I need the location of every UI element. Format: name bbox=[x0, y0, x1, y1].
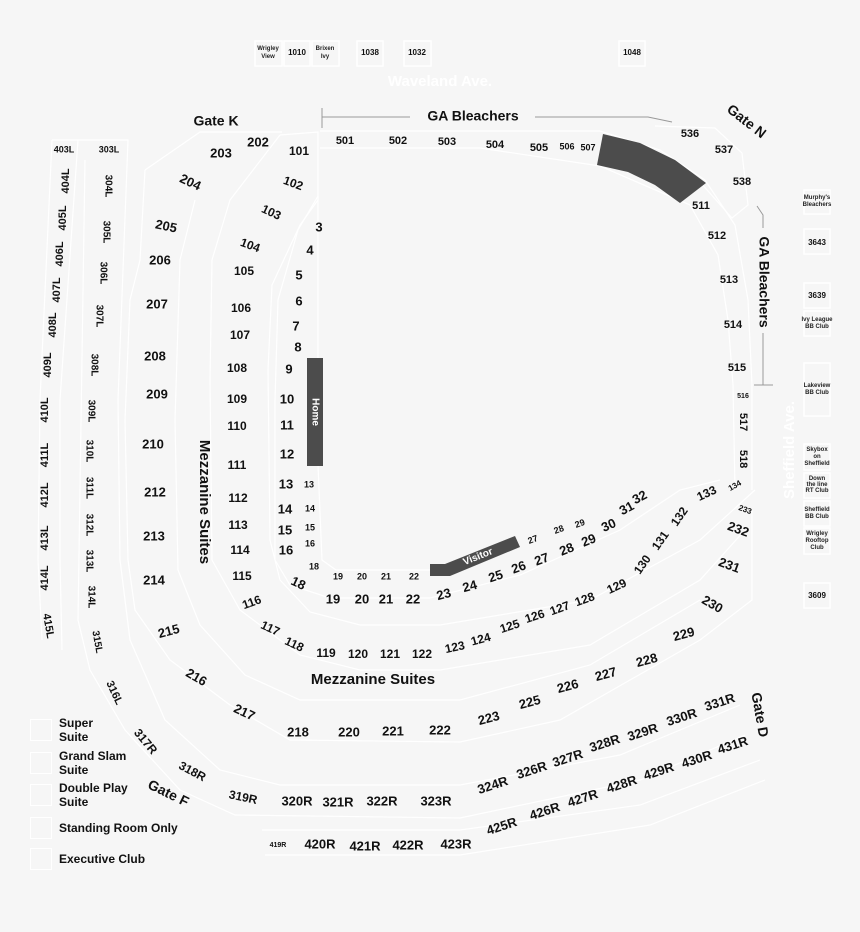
section-14-front[interactable]: 14 bbox=[304, 503, 316, 514]
section-511[interactable]: 511 bbox=[692, 199, 710, 212]
rooftop-label: 1038 bbox=[361, 48, 379, 58]
section-122[interactable]: 122 bbox=[411, 647, 433, 662]
section-12[interactable]: 12 bbox=[279, 446, 295, 462]
section-507[interactable]: 507 bbox=[580, 142, 596, 153]
section-21-front[interactable]: 21 bbox=[380, 571, 392, 582]
section-423R[interactable]: 423R bbox=[440, 836, 472, 852]
section-428R[interactable]: 428R bbox=[604, 772, 639, 796]
section-303L[interactable]: 303L bbox=[98, 144, 120, 155]
section-322R[interactable]: 322R bbox=[366, 793, 398, 809]
section-422R[interactable]: 422R bbox=[392, 837, 424, 853]
rooftop-label: Wrigley bbox=[806, 531, 828, 537]
rooftop-label: 3639 bbox=[808, 291, 826, 301]
home-dugout-label: Home bbox=[309, 398, 321, 426]
section-421R[interactable]: 421R bbox=[349, 838, 381, 854]
section-425R[interactable]: 425R bbox=[484, 814, 519, 838]
section-20[interactable]: 20 bbox=[354, 591, 370, 607]
section-317R[interactable]: 317R bbox=[131, 725, 161, 757]
section-29-front[interactable]: 29 bbox=[573, 517, 587, 530]
ga-bleachers-label-top: GA Bleachers bbox=[427, 107, 519, 124]
section-410L[interactable]: 410L bbox=[38, 397, 51, 423]
section-226[interactable]: 226 bbox=[555, 675, 581, 697]
rooftop-label: Brixen bbox=[315, 46, 335, 52]
section-501[interactable]: 501 bbox=[335, 134, 355, 147]
rooftop-label: on bbox=[813, 454, 821, 460]
section-318R[interactable]: 318R bbox=[176, 758, 209, 785]
section-505[interactable]: 505 bbox=[529, 141, 549, 154]
rooftop-label: the line bbox=[806, 482, 828, 488]
mezzanine-suites-label-left: Mezzanine Suites bbox=[196, 439, 214, 565]
section-109[interactable]: 109 bbox=[226, 392, 248, 407]
section-126[interactable]: 126 bbox=[523, 606, 547, 626]
section-112[interactable]: 112 bbox=[228, 491, 248, 506]
section-413L[interactable]: 413L bbox=[38, 525, 51, 551]
section-207[interactable]: 207 bbox=[146, 296, 168, 312]
section-309L[interactable]: 309L bbox=[85, 399, 97, 423]
legend-grand-slam-suite[interactable] bbox=[30, 749, 134, 777]
section-330R[interactable]: 330R bbox=[664, 705, 699, 729]
section-117[interactable]: 117 bbox=[258, 617, 283, 639]
section-115[interactable]: 115 bbox=[232, 569, 252, 584]
legend-label: Grand Slam Suite bbox=[59, 749, 127, 777]
section-23[interactable]: 23 bbox=[434, 584, 453, 604]
section-24[interactable]: 24 bbox=[460, 576, 479, 596]
rooftop-label: Bleachers bbox=[802, 202, 832, 208]
section-213[interactable]: 213 bbox=[143, 528, 165, 544]
street-waveland: Waveland Ave. bbox=[387, 72, 493, 90]
section-104[interactable]: 104 bbox=[238, 235, 263, 256]
section-536[interactable]: 536 bbox=[680, 127, 700, 140]
section-127[interactable]: 127 bbox=[547, 598, 572, 619]
rooftop-label: RT Club bbox=[805, 488, 829, 494]
legend-swatch bbox=[30, 784, 52, 806]
section-506[interactable]: 506 bbox=[559, 141, 575, 152]
rooftop-label: View bbox=[261, 54, 275, 60]
section-105[interactable]: 105 bbox=[233, 264, 255, 279]
section-419R[interactable]: 419R bbox=[269, 841, 287, 849]
section-329R[interactable]: 329R bbox=[625, 720, 660, 744]
section-412L[interactable]: 412L bbox=[38, 482, 51, 508]
section-222[interactable]: 222 bbox=[429, 722, 451, 738]
rooftop-label: Lakeview bbox=[803, 383, 831, 389]
mezzanine-suites-label-bottom: Mezzanine Suites bbox=[310, 670, 436, 688]
rooftop-label: 3609 bbox=[808, 591, 826, 601]
legend-swatch bbox=[30, 752, 52, 774]
section-27-front[interactable]: 27 bbox=[526, 533, 540, 546]
rooftop-label: Down bbox=[808, 476, 826, 482]
section-108[interactable]: 108 bbox=[226, 361, 248, 376]
section-132[interactable]: 132 bbox=[667, 504, 691, 529]
section-319R[interactable]: 319R bbox=[227, 787, 259, 808]
section-110[interactable]: 110 bbox=[227, 419, 247, 434]
section-206[interactable]: 206 bbox=[149, 252, 171, 268]
section-537[interactable]: 537 bbox=[714, 143, 734, 156]
section-119[interactable]: 119 bbox=[316, 646, 336, 661]
section-308L[interactable]: 308L bbox=[88, 353, 100, 377]
section-208[interactable]: 208 bbox=[144, 348, 166, 364]
upper-300-right bbox=[131, 690, 737, 810]
upper-400-left bbox=[39, 144, 75, 639]
section-3[interactable]: 3 bbox=[315, 219, 323, 235]
legend-super-suite[interactable] bbox=[30, 716, 99, 744]
section-220[interactable]: 220 bbox=[338, 724, 360, 740]
section-420R[interactable]: 420R bbox=[304, 836, 336, 852]
section-403L[interactable]: 403L bbox=[53, 144, 75, 155]
section-321R[interactable]: 321R bbox=[322, 794, 354, 810]
section-305L[interactable]: 305L bbox=[100, 220, 112, 244]
rooftop-label: 1048 bbox=[623, 48, 641, 58]
section-120[interactable]: 120 bbox=[347, 647, 369, 662]
legend-double-play-suite[interactable] bbox=[30, 781, 137, 809]
rooftop-label: Ivy League bbox=[801, 317, 833, 323]
legend-swatch bbox=[30, 848, 52, 870]
rooftop-label: Sheffield bbox=[804, 461, 830, 467]
section-9[interactable]: 9 bbox=[285, 361, 293, 377]
section-217[interactable]: 217 bbox=[231, 700, 258, 724]
gate-f: Gate F bbox=[145, 776, 192, 810]
section-28[interactable]: 28 bbox=[557, 539, 577, 559]
legend-label: Executive Club bbox=[59, 852, 146, 866]
section-129[interactable]: 129 bbox=[604, 575, 629, 597]
section-13-front[interactable]: 13 bbox=[303, 479, 315, 490]
legend-swatch bbox=[30, 817, 52, 839]
ga-bleachers-label-right: GA Bleachers bbox=[756, 236, 773, 328]
section-22-front[interactable]: 22 bbox=[408, 571, 420, 582]
section-121[interactable]: 121 bbox=[379, 647, 401, 662]
rooftop-label: Club bbox=[810, 545, 824, 551]
section-320R[interactable]: 320R bbox=[281, 793, 313, 809]
section-16[interactable]: 16 bbox=[278, 542, 294, 558]
rooftop-label: 1010 bbox=[288, 48, 306, 58]
section-323R[interactable]: 323R bbox=[420, 793, 452, 809]
rooftops-north bbox=[255, 41, 645, 66]
section-218[interactable]: 218 bbox=[287, 724, 309, 740]
gate-d: Gate D bbox=[748, 691, 773, 739]
visitor-dugout-label: Visitor bbox=[461, 546, 495, 569]
section-538[interactable]: 538 bbox=[732, 175, 752, 188]
section-4[interactable]: 4 bbox=[306, 242, 314, 258]
section-214[interactable]: 214 bbox=[143, 572, 165, 588]
section-14[interactable]: 14 bbox=[277, 501, 293, 517]
section-204[interactable]: 204 bbox=[177, 170, 204, 194]
section-430R[interactable]: 430R bbox=[679, 747, 714, 771]
section-306L[interactable]: 306L bbox=[97, 261, 109, 285]
section-32[interactable]: 32 bbox=[629, 487, 650, 508]
rooftop-label: Ivy bbox=[320, 54, 330, 60]
street-sheffield: Sheffield Ave. bbox=[780, 400, 798, 500]
section-515[interactable]: 515 bbox=[727, 361, 747, 374]
section-29[interactable]: 29 bbox=[579, 530, 599, 550]
section-516[interactable]: 516 bbox=[737, 392, 749, 400]
section-232[interactable]: 232 bbox=[725, 518, 752, 540]
legend-label: Double Play Suite bbox=[59, 781, 128, 809]
section-124[interactable]: 124 bbox=[469, 629, 493, 649]
section-26[interactable]: 26 bbox=[509, 557, 528, 577]
section-312L[interactable]: 312L bbox=[83, 513, 95, 537]
section-504[interactable]: 504 bbox=[485, 138, 505, 151]
section-27[interactable]: 27 bbox=[532, 549, 551, 569]
section-404L[interactable]: 404L bbox=[59, 168, 72, 194]
section-307L[interactable]: 307L bbox=[93, 304, 105, 328]
section-7[interactable]: 7 bbox=[292, 318, 300, 334]
section-101[interactable]: 101 bbox=[288, 144, 310, 159]
section-114[interactable]: 114 bbox=[230, 543, 250, 558]
section-431R[interactable]: 431R bbox=[715, 733, 750, 757]
section-408L[interactable]: 408L bbox=[46, 312, 59, 338]
section-125[interactable]: 125 bbox=[498, 616, 522, 636]
section-221[interactable]: 221 bbox=[382, 723, 404, 739]
rooftop-label: Sheffield bbox=[804, 507, 830, 513]
section-15[interactable]: 15 bbox=[277, 522, 293, 538]
section-512[interactable]: 512 bbox=[707, 229, 727, 242]
section-205[interactable]: 205 bbox=[154, 216, 179, 236]
section-6[interactable]: 6 bbox=[295, 293, 303, 309]
rooftop-label: BB Club bbox=[805, 324, 829, 330]
section-328R[interactable]: 328R bbox=[587, 731, 622, 755]
section-202[interactable]: 202 bbox=[247, 134, 269, 150]
section-513[interactable]: 513 bbox=[719, 273, 739, 286]
section-130[interactable]: 130 bbox=[630, 552, 654, 577]
section-8[interactable]: 8 bbox=[294, 339, 302, 355]
section-133[interactable]: 133 bbox=[694, 482, 719, 504]
section-229[interactable]: 229 bbox=[671, 623, 697, 645]
section-406L[interactable]: 406L bbox=[53, 241, 66, 267]
section-212[interactable]: 212 bbox=[144, 484, 166, 500]
section-123[interactable]: 123 bbox=[443, 638, 467, 657]
section-311L[interactable]: 311L bbox=[83, 476, 95, 500]
rooftop-label: BB Club bbox=[805, 390, 829, 396]
section-113[interactable]: 113 bbox=[228, 518, 248, 533]
section-106[interactable]: 106 bbox=[230, 301, 252, 316]
section-209[interactable]: 209 bbox=[146, 386, 168, 402]
section-19-front[interactable]: 19 bbox=[332, 571, 344, 582]
section-331R[interactable]: 331R bbox=[702, 690, 737, 714]
section-327R[interactable]: 327R bbox=[550, 746, 585, 770]
gate-n: Gate N bbox=[724, 100, 770, 142]
rooftop-label: 3643 bbox=[808, 238, 826, 248]
section-118[interactable]: 118 bbox=[282, 633, 307, 655]
upper-400-right bbox=[270, 733, 751, 854]
legend-swatch bbox=[30, 719, 52, 741]
gate-k: Gate K bbox=[193, 112, 239, 129]
section-28-front[interactable]: 28 bbox=[552, 523, 566, 536]
section-25[interactable]: 25 bbox=[486, 566, 505, 586]
section-10[interactable]: 10 bbox=[279, 391, 295, 407]
section-18[interactable]: 18 bbox=[288, 573, 309, 593]
section-313L[interactable]: 313L bbox=[83, 549, 95, 573]
section-409L[interactable]: 409L bbox=[41, 352, 54, 378]
section-304L[interactable]: 304L bbox=[102, 174, 114, 198]
section-517[interactable]: 517 bbox=[737, 412, 750, 432]
section-116[interactable]: 116 bbox=[240, 592, 264, 613]
section-22[interactable]: 22 bbox=[405, 591, 421, 607]
section-16-front[interactable]: 16 bbox=[304, 538, 316, 549]
section-131[interactable]: 131 bbox=[648, 528, 672, 553]
section-427R[interactable]: 427R bbox=[565, 786, 600, 810]
section-314L[interactable]: 314L bbox=[85, 585, 97, 609]
section-326R[interactable]: 326R bbox=[514, 758, 549, 782]
section-210[interactable]: 210 bbox=[142, 436, 164, 452]
section-227[interactable]: 227 bbox=[593, 663, 619, 685]
batters-eye-block bbox=[597, 134, 706, 203]
section-102[interactable]: 102 bbox=[281, 173, 306, 194]
section-514[interactable]: 514 bbox=[723, 318, 743, 331]
section-429R[interactable]: 429R bbox=[641, 759, 676, 783]
section-225[interactable]: 225 bbox=[517, 691, 543, 713]
section-128[interactable]: 128 bbox=[572, 589, 597, 610]
section-215[interactable]: 215 bbox=[156, 620, 182, 642]
legend-label: Standing Room Only bbox=[59, 821, 178, 835]
rooftop-label: Skybox bbox=[806, 447, 828, 453]
rooftop-label: BB Club bbox=[805, 514, 829, 520]
section-11[interactable]: 11 bbox=[280, 417, 294, 433]
section-5[interactable]: 5 bbox=[295, 267, 303, 283]
rooftop-label: Wrigley bbox=[257, 46, 279, 52]
section-315L[interactable]: 315L bbox=[89, 629, 105, 655]
section-228[interactable]: 228 bbox=[634, 649, 660, 671]
section-103[interactable]: 103 bbox=[259, 201, 284, 223]
section-111[interactable]: 111 bbox=[227, 458, 247, 473]
section-31[interactable]: 31 bbox=[616, 498, 637, 519]
section-231[interactable]: 231 bbox=[716, 554, 743, 576]
section-107[interactable]: 107 bbox=[229, 328, 251, 343]
section-426R[interactable]: 426R bbox=[527, 799, 562, 823]
section-18-front[interactable]: 18 bbox=[308, 561, 320, 572]
section-13[interactable]: 13 bbox=[278, 476, 294, 492]
section-21[interactable]: 21 bbox=[378, 591, 394, 607]
section-324R[interactable]: 324R bbox=[475, 773, 510, 797]
section-216[interactable]: 216 bbox=[183, 665, 210, 690]
section-230[interactable]: 230 bbox=[699, 592, 726, 617]
legend-label: Super Suite bbox=[59, 716, 94, 744]
section-518[interactable]: 518 bbox=[737, 449, 750, 469]
section-223[interactable]: 223 bbox=[476, 707, 502, 729]
legend-executive-club[interactable] bbox=[30, 848, 189, 870]
section-503[interactable]: 503 bbox=[437, 135, 457, 148]
legend-standing-room-only[interactable] bbox=[30, 817, 189, 839]
section-30[interactable]: 30 bbox=[598, 515, 619, 535]
section-415L[interactable]: 415L bbox=[40, 612, 57, 640]
rooftops-east bbox=[801, 190, 833, 608]
rooftop-label: Murphy's bbox=[803, 195, 831, 201]
section-233[interactable]: 233 bbox=[737, 503, 753, 517]
section-19[interactable]: 19 bbox=[325, 591, 341, 607]
section-20-front[interactable]: 20 bbox=[356, 571, 368, 582]
section-411L[interactable]: 411L bbox=[38, 442, 51, 468]
section-15-front[interactable]: 15 bbox=[304, 522, 316, 533]
section-316L[interactable]: 316L bbox=[103, 679, 125, 707]
section-405L[interactable]: 405L bbox=[56, 205, 69, 231]
section-310L[interactable]: 310L bbox=[83, 439, 95, 463]
rooftop-label: 1032 bbox=[408, 48, 426, 58]
section-414L[interactable]: 414L bbox=[38, 565, 51, 591]
field-box-sections bbox=[278, 219, 650, 606]
section-203[interactable]: 203 bbox=[210, 145, 232, 161]
section-407L[interactable]: 407L bbox=[50, 277, 63, 303]
section-134[interactable]: 134 bbox=[726, 478, 743, 493]
section-502[interactable]: 502 bbox=[388, 134, 408, 147]
rooftop-label: Rooftop bbox=[805, 538, 829, 544]
